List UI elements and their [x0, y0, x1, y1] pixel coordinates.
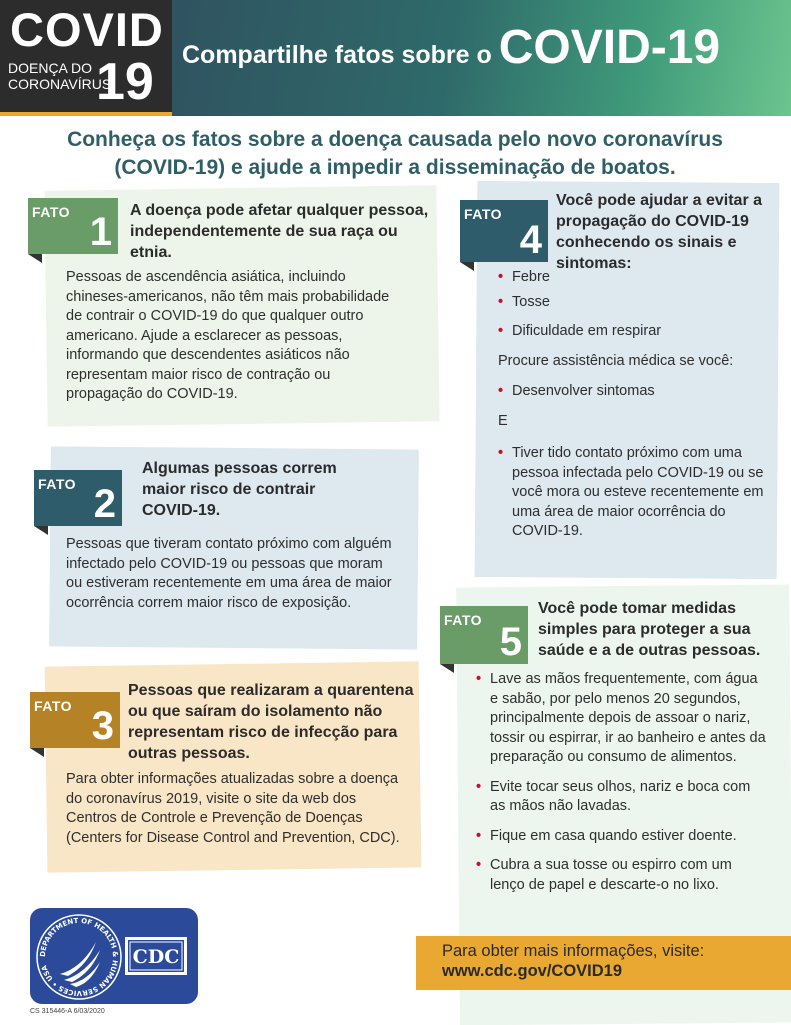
list-item: • Evite tocar seus olhos, nariz e boca com as mãos não lavadas. [476, 778, 766, 817]
logo-sub-line1: DOENÇA DO [8, 60, 93, 76]
banner-title [182, 20, 720, 75]
list-item: • Fique em casa quando estiver doente. [476, 827, 766, 847]
fact-1-tag-label: FATO [32, 204, 71, 220]
fact-1-tag-fold [28, 254, 42, 263]
fact-2-body: Pessoas que tiveram contato próximo com alguém infectado pelo COVID-19 ou pessoas que moram ou estiveram recentemente em uma área de maior ocorrência correm maior risco de exposição. [66, 536, 392, 611]
fact-3-tag-number: 3 [91, 704, 114, 748]
list-item: • Cubra a sua tosse ou espirro com um lenço de papel e descarte-o no lixo. [476, 856, 766, 895]
fact-5-bullet-list [476, 670, 766, 895]
document-code: CS 315446-A 6/03/2020 [30, 1008, 105, 1015]
logo-covid-text: COVID [10, 3, 164, 56]
fact-3-tag-fold [30, 748, 44, 757]
fact-1-tag [28, 198, 118, 254]
fact-4-tag-label: FATO [464, 206, 503, 222]
list-item: • Tosse [498, 293, 758, 313]
fact-5-tag-fold [440, 664, 454, 673]
list-item: • Febre [498, 268, 758, 288]
fact-3-tag-label: FATO [34, 698, 73, 714]
fact-2-tag-label: FATO [38, 476, 77, 492]
logo-sub-line2: CORONAVÍRUS [8, 76, 112, 92]
fact-2-tag [34, 470, 122, 526]
fact-1-body: Pessoas de ascendência asiática, incluindo chineses-americanos, não têm mais probabilidade de contrair o COVID-19 do que qualquer outro americano. Ajude a esclarecer as pessoas, informando que descendentes asiáticos não representam maior risco de contração ou propagação do COVID-19. [66, 269, 390, 402]
banner-prefix: Compartilhe fatos sobre o [182, 41, 499, 69]
logo-underline [0, 112, 172, 116]
list-item: • Lave as mãos frequentemente, com água e sabão, por pelo menos 20 segundos, principalmente depois de assoar o nariz, tossir ou espirrar, ir ao banheiro e antes da preparação ou consumo de alimentos. [476, 670, 766, 768]
fact-3-body: Para obter informações atualizadas sobre a doença do coronavírus 2019, visite o site da web dos Centros de Controle e Prevenção de Doenças (Centers for Disease Control and Prevention, CDC). [66, 771, 400, 846]
fact-1-tag-number: 1 [89, 210, 112, 254]
intro-text: Conheça os fatos sobre a doença causada pelo novo coronavírus (COVID-19) e ajude a impedir a disseminação de boatos. [67, 128, 723, 179]
fact-5-tag-label: FATO [444, 612, 483, 628]
cdc-logo-text: CDC [132, 946, 180, 968]
fact-4-condition-1 [498, 382, 758, 402]
fact-5-heading: Você pode tomar medidas simples para proteger a sua saúde e a de outras pessoas. [538, 600, 761, 659]
fact-4-symptom-list [498, 268, 758, 342]
list-item: • Desenvolver sintomas [498, 382, 758, 402]
fact-4-tag-fold [460, 262, 474, 271]
fact-5-tag [440, 606, 528, 664]
fact-4-seek-care: Procure assistência médica se você: [498, 353, 734, 369]
logo-number: 19 [96, 53, 154, 111]
fact-4-and: E [498, 413, 508, 429]
fact-4-condition-2 [498, 444, 770, 542]
fact-4-tag-number: 4 [519, 218, 542, 262]
fact-2-tag-fold [34, 526, 48, 535]
list-item: • Tiver tido contato próximo com uma pessoa infectada pelo COVID-19 ou se você mora ou esteve recentemente em uma área de maior ocorrência do COVID-19. [498, 444, 770, 542]
cdc-logo-icon [124, 936, 188, 976]
more-info-link[interactable]: www.cdc.gov/COVID19 [442, 962, 623, 980]
fact-1-heading: A doença pode afetar qualquer pessoa, independentemente de sua raça ou etnia. [130, 202, 429, 261]
banner-main: COVID-19 [498, 21, 721, 74]
hhs-seal-icon [34, 912, 124, 1002]
more-info-label: Para obter mais informações, visite: [442, 942, 705, 960]
fact-3-tag [30, 692, 120, 748]
fact-2-heading: Algumas pessoas correm maior risco de contrair COVID-19. [142, 460, 337, 519]
list-item: • Dificuldade em respirar [498, 322, 758, 342]
fact-4-tag [460, 200, 548, 262]
fact-4-heading: Você pode ajudar a evitar a propagação do COVID-19 conhecendo os sinais e sintomas: [556, 192, 763, 272]
fact-3-heading: Pessoas que realizaram a quarentena ou que saíram do isolamento não representam risco de infecção para outras pessoas. [128, 682, 414, 762]
fact-2-tag-number: 2 [93, 482, 116, 526]
seal-text: DEPARTMENT OF HEALTH & HUMAN SERVICES • USA [38, 916, 120, 998]
fact-5-tag-number: 5 [499, 620, 522, 664]
